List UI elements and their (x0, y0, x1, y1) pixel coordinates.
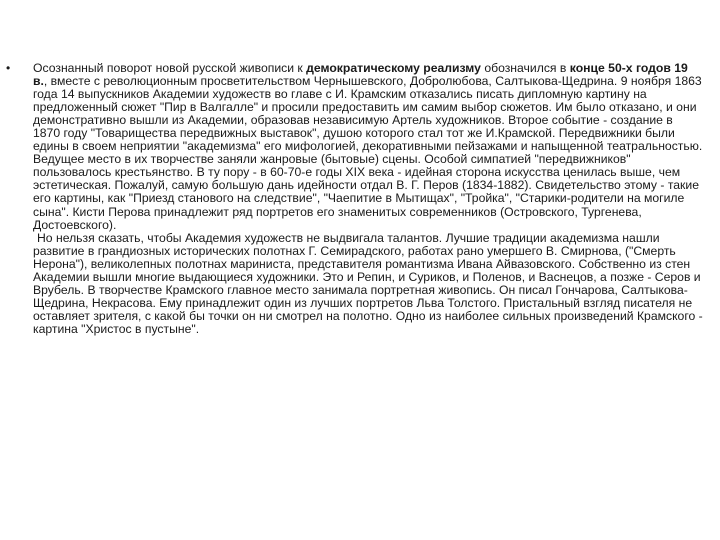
p1-bold-date: конце 50-х годов 19 в. (33, 61, 688, 89)
slide-body-text (33, 62, 703, 336)
p1-text-3: , вместе с революционным просветительством Чернышевского, Добролюбова, Салтыкова-Щедрина. 9 ноября 1863 года 14 выпускников Академии художеств во главе с И. Крамским отказались писать дипломную картину на предложенный сюжет "Пир в Валгалле" и просили предоставить им самим выбор сюжетов. Им было отказано, и они демонстративно вышли из Академии, образовав независимую Артель художников. Второе событие - создание в 1870 году "Товарищества передвижных выставок", душою которого стал тот же И.Крамской. Передвижники были едины в своем неприятии "академизма" его мифологией, декоративными пейзажами и напыщенной театральностью. Ведущее место в их творчестве заняли жанровые (бытовые) сцены. Особой симпатией "передвижников" пользовалось крестьянство. В ту пору - в 60-70-е годы XIX века - идейная сторона искусства ценилась выше, чем эстетическая. Пожалуй, самую большую дань идейности отдал В. Г. Перов (1834-1882). Свидетельство этому - такие его картины, как "Приезд станового на следствие", "Чаепитие в Мытищах", "Тройка", "Старики-родители на могиле сына". Кисти Перова принадлежит ряд портретов его знаменитых современников (Островского, Тургенева, Достоевского). (33, 74, 703, 232)
p1-text-1: Осознанный поворот новой русской живописи к (33, 61, 307, 75)
p1-bold-democratic-realism: демократическому реализму (306, 61, 481, 75)
p1-text-2: обозначился в (480, 61, 570, 75)
bullet-marker: • (6, 61, 11, 75)
paragraph-1 (33, 62, 703, 232)
p2-text: Но нельзя сказать, чтобы Академия художеств не выдвигала талантов. Лучшие традиции академизма нашли развитие в грандиозных исторических полотнах Г. Семирадского, работах рано умершего В. Смирнова, ("Смерть Нерона"), великолепных полотнах мариниста, представителя романтизма Ивана Айвазовского. Собственно из стен Академии вышли многие выдающиеся художники. Это и Репин, и Суриков, и Поленов, и Васнецов, а позже - Серов и Врубель. В творчестве Крамского главное место занимала портретная живопись. Он писал Гончарова, Салтыкова-Щедрина, Некрасова. Ему принадлежит один из лучших портретов Льва Толстого. Пристальный взгляд писателя не оставляет зрителя, с какой бы точки он ни смотрел на полотно. Одно из наиболее сильных произведений Крамского - картина "Христос в пустыне". (33, 230, 703, 336)
paragraph-2 (33, 232, 703, 336)
